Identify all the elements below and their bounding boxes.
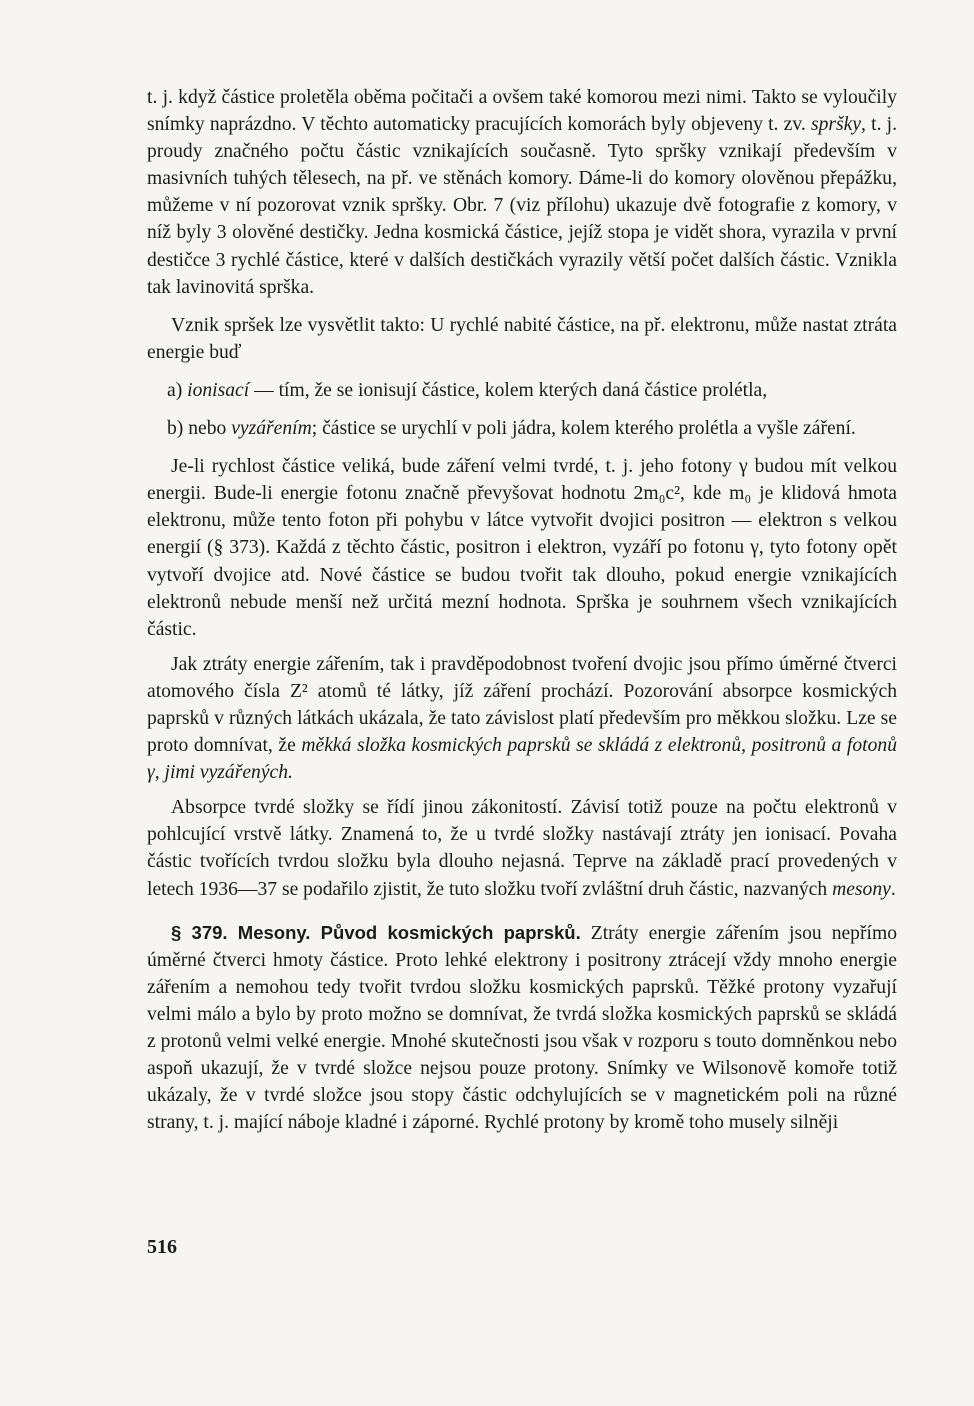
- paragraph-1: t. j. když částice proletěla oběma počitači a ovšem také komorou mezi nimi. Takto se vyloučily snímky naprázdno. V těchto automaticky pracujících komorách byly objeveny t. zv. spršky, t. j. proudy značného počtu částic vznikajících současně. Tyto spršky vznikají především v masivních tuhých tělesech, na př. ve stěnách komory. Dáme-li do komory olověnou přepážku, můžeme v ní pozorovat vznik spršky. Obr. 7 (viz přílohu) ukazuje dvě fotografie z komory, v níž byly 3 olověné destičky. Jedna kosmická částice, jejíž stopa je vidět shora, vyrazila v první destičce 3 rychlé částice, které v dalších destičkách vyrazily větší počet dalších částic. Vznikla tak lavinovitá sprška.: [147, 87, 897, 298]
- paragraph-4: Jak ztráty energie zářením, tak i pravděpodobnost tvoření dvojic jsou přímo úměrné čtverci atomového čísla Z² atomů té látky, jíž záření prochází. Pozorování absorpce kosmických paprsků v různých látkách ukázala, že tato závislost platí především pro měkkou složku. Lze se proto domnívat, že měkká složka kosmických paprsků se skládá z elektronů, positronů a fotonů γ, jimi vyzářených.: [147, 653, 897, 784]
- page-number: 516: [147, 1236, 177, 1258]
- body-text: [147, 84, 897, 1136]
- emphasis-term: spršky: [810, 114, 862, 136]
- emphasis-term: mesony: [832, 878, 891, 900]
- emphasis-term: vyzářením: [231, 418, 312, 440]
- section-heading: § 379. Mesony. Původ kosmických paprsků.: [171, 921, 581, 943]
- emphasis-term: ionisací: [187, 379, 250, 401]
- list-item-b: b) nebo vyzářením; částice se urychlí v poli jádra, kolem kterého prolétla a vyšle záření.: [167, 418, 856, 440]
- paragraph-2: Vznik spršek lze vysvětlit takto: U rychlé nabité částice, na př. elektronu, může nastat ztráta energie buď: [147, 314, 897, 363]
- paragraph-5: Absorpce tvrdé složky se řídí jinou zákonitostí. Závisí totiž pouze na počtu elektronů v pohlcující vrstvě látky. Znamená to, že u tvrdé složky nastávají ztráty jen ionisací. Povaha částic tvořících tvrdou složku byla dlouho nejasná. Teprve na základě prací provedených v letech 1936—37 se podařilo zjistit, že tuto složku tvoří zvláštní druh částic, nazvaných mesony.: [147, 797, 897, 900]
- list-item-a: a) ionisací — tím, že se ionisují částice, kolem kterých daná částice prolétla,: [167, 379, 768, 401]
- paragraph-6: § 379. Mesony. Původ kosmických paprsků. Ztráty energie zářením jsou nepřímo úměrné čtverci hmoty částice. Proto lehké elektrony i positrony ztrácejí vždy mnoho energie zářením a nemohou tedy tvořit tvrdou složku kosmických paprsků. Těžké protony vyzařují velmi málo a bylo by proto možno se domnívat, že tvrdá složka kosmických paprsků se skládá z protonů velmi velké energie. Mnohé skutečnosti jsou však v rozporu s touto domněnkou nebo aspoň ukazují, že v tvrdé složce nejsou pouze protony. Snímky ve Wilsonově komoře totiž ukázaly, že v tvrdé složce jsou stopy částic odchylujících se v magnetickém poli na různé strany, t. j. mající náboje kladné i záporné. Rychlé protony by kromě toho musely silněji: [147, 921, 897, 1134]
- paragraph-3: Je-li rychlost částice veliká, bude záření velmi tvrdé, t. j. jeho fotony γ budou mít velkou energii. Bude-li energie fotonu značně převyšovat hodnotu 2m₀c², kde m₀ je klidová hmota elektronu, může tento foton při pohybu v látce vytvořit dvojici positron — elektron s velkou energií (§ 373). Každá z těchto částic, positron i elektron, vyzáří po fotonu γ, tyto fotony opět vytvoří dvojice atd. Nové částice se budou tvořit tak dlouho, pokud energie vznikajících elektronů nebude menší než určitá mezní hodnota. Sprška je souhrnem všech vznikajících částic.: [147, 456, 897, 640]
- emphasis-statement: měkká složka kosmických paprsků se skládá z elektronů, positronů a fotonů γ, jimi vyzářených.: [147, 735, 897, 784]
